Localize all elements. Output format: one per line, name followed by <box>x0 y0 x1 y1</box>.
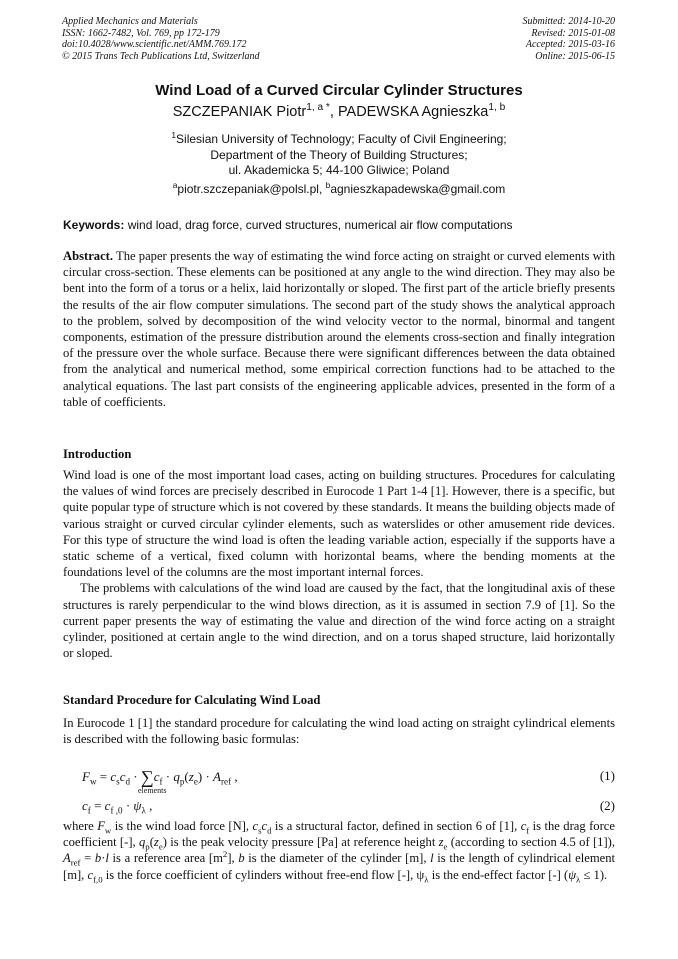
journal-name: Applied Mechanics and Materials <box>62 16 198 27</box>
section-heading-introduction: Introduction <box>63 447 132 461</box>
paper-title: Wind Load of a Curved Circular Cylinder Structures <box>155 82 523 99</box>
email-a-sup: a <box>172 180 178 190</box>
submitted-date: Submitted: 2014-10-20 <box>522 16 615 27</box>
revised-date: Revised: 2015-01-08 <box>531 27 615 39</box>
affiliation-line-2: Department of the Theory of Building Structures; <box>210 147 468 162</box>
author-emails <box>0 182 678 196</box>
header-left <box>62 16 260 62</box>
affiliation-sup: 1 <box>171 130 177 140</box>
accepted-date: Accepted: 2015-03-16 <box>525 39 615 51</box>
affiliation <box>0 132 678 179</box>
doi[interactable]: doi:10.4028/www.scientific.net/AMM.769.172 <box>62 39 247 51</box>
section-heading-standard-procedure: Standard Procedure for Calculating Wind Load <box>63 693 321 707</box>
introduction-paragraph-2: The problems with calculations of the wind load are caused by the fact, that the longitudinal axis of these structures is rarely perpendicular to the wind blows direction, as it is assumed in section 7.9 of [1]. So the current paper presents the way of estimating the value and direction of the wind force acting on a straight cylinder, positioned at certain angle to the wind direction, and on a torus shaped structure, laid horizontally or sloped. <box>63 581 615 661</box>
abstract <box>63 248 615 410</box>
email-b[interactable]: agnieszkapadewska@gmail.com <box>330 182 506 196</box>
email-b-sup: b <box>325 180 331 190</box>
issn: ISSN: 1662-7482, Vol. 769, pp 172-179 <box>62 27 220 39</box>
author-list <box>0 104 678 120</box>
equation-1-number: (1) <box>599 768 615 783</box>
introduction-paragraph-1: Wind load is one of the most important load cases, acting on building structures. Procedures for calculating the values of wind forces are precisely described in Eurocode 1 Part 1-4 [1]. However, there is a specific, but quite popular type of structure which is not covered by these standards. It means the building objects made of various straight or curved circular cylinder elements, such as waterslides or other amusement ride devices. For this type of structure the wind load is often the leading variable action, especially if the supports have a static scheme of a vertical, fixed column with horizontal beams, where the bending moments at the foundations level of the columns are the most important internal forces. <box>63 468 615 580</box>
introduction-body <box>63 467 615 661</box>
variable-definitions: where $F_w$ is the wind load force [N], $c_sc_d$ is a structural factor, defined in section 6 of [1], $c_f$ is the drag force coefficient [-], $q_p(z_e)$ is the peak velocity pressure [Pa] at reference height $z_e$ (according to section 4.5 of [1]), $A_{ref} = b\cdot l$ is a reference area $[m^2]$, b is the diameter of the cylinder [m], l is the length of cylindrical element [m], $c_{f,0}$ is the force coefficient of cylinders without free-end flow [-], $\psi_\lambda$ is the end-effect factor [-] $(\psi_\lambda \le 1)$. <box>63 819 616 885</box>
author-second: PADEWSKA Agnieszka <box>337 104 489 120</box>
online-date: Online: 2015-06-15 <box>535 50 615 62</box>
author-second-sup: 1, b <box>488 102 506 114</box>
affiliation-line-3: ul. Akademicka 5; 44-100 Gliwice; Poland <box>228 163 450 177</box>
email-a[interactable]: piotr.szczepaniak@polsl.pl, <box>177 182 326 196</box>
affiliation-line-1: Silesian University of Technology; Faculty of Civil Engineering; <box>176 132 507 146</box>
abstract-text: The paper presents the way of estimating the wind force acting on straight or curved elements with circular cross-section. These elements can be positioned at any angle to the wind direction. They may also be bent into the form of a torus or a helix, laid horizontally or sloped. The first part of the article briefly presents the results of the air flow computer simulations. The second part of the study shows the analytical approach to the problem, solved by decomposition of the wind velocity vector to the normal, binormal and tangent components, estimation of the pressure distribution around the elements cross-section and finally integration of the pressure over the whole surface. Because there were significant differences between the data obtained from the analytical and numerical method, some empirical correction functions had to be attached to the analytical equations. The last part consists of the engineering applicable advices, presented in the form of a table of coefficients. <box>63 249 615 409</box>
author-first: SZCZEPANIAK Piotr <box>172 104 307 120</box>
keywords-text: wind load, drag force, curved structures, numerical air flow computations <box>124 218 513 232</box>
abstract-label: Abstract. <box>63 249 114 263</box>
author-separator: , <box>329 104 338 120</box>
copyright: © 2015 Trans Tech Publications Ltd, Switzerland <box>62 50 260 62</box>
keywords <box>63 218 513 232</box>
equation-1: $F_w = c_sc_d \cdot \sum c_f \cdot q_p(z_e) \cdot A_{ref}$ , <box>82 767 238 787</box>
header-right <box>523 16 616 62</box>
equation-2-number: (2) <box>599 798 615 813</box>
equation-1-sum-label: elements <box>138 786 167 795</box>
author-first-sup: 1, a * <box>306 102 330 114</box>
keywords-label: Keywords: <box>63 218 125 232</box>
equation-2: $c_f = c_{f ,0} \cdot \psi_\lambda$ , <box>82 798 153 816</box>
standard-paragraph-1: In Eurocode 1 [1] the standard procedure for calculating the wind load acting on straight cylindrical elements is described with the following basic formulas: <box>63 716 615 747</box>
